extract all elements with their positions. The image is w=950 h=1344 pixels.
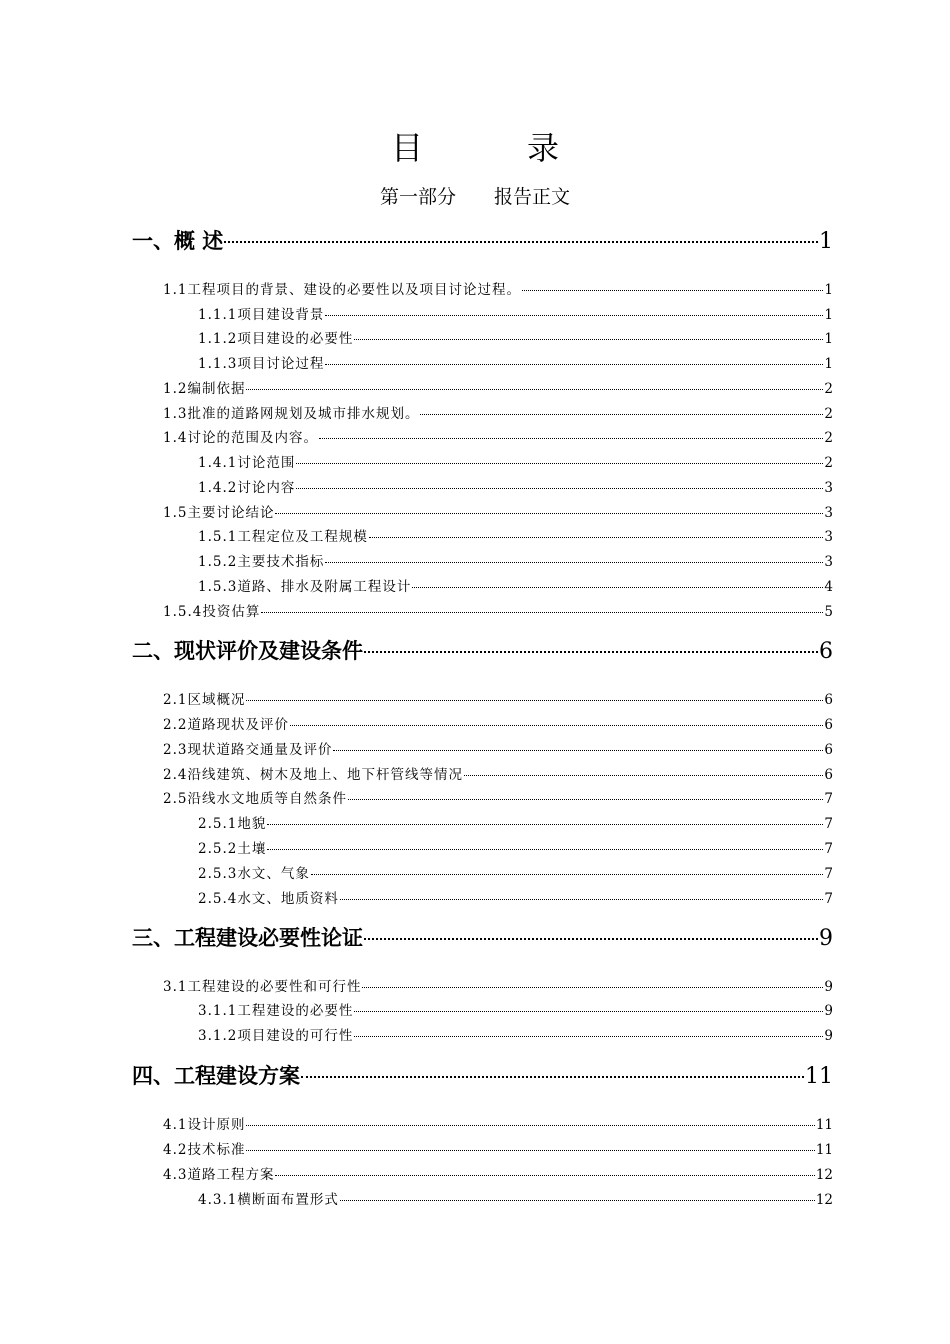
toc-dot-leader [246,389,823,390]
toc-entry-label: 一、概 述 [132,228,224,253]
toc-entry-label: 1.5.4投资估算 [163,604,261,620]
toc-dot-leader [246,1150,814,1151]
toc-entry-label: 2.5.3水文、气象 [198,866,310,882]
toc-page-number: 1 [824,331,833,347]
toc-page-number: 11 [805,1064,833,1089]
toc-subsection-entry[interactable] [198,1026,833,1046]
toc-page-number: 7 [824,841,833,857]
toc-entry-label: 1.5.2主要技术指标 [198,554,325,570]
toc-subsection-entry[interactable] [198,889,833,909]
toc-entry-label: 1.5主要讨论结论 [163,505,275,521]
toc-section-entry[interactable] [163,1115,833,1135]
toc-dot-leader [364,938,818,940]
toc-entry-label: 3.1.1工程建设的必要性 [198,1003,354,1019]
toc-section-entry[interactable] [163,602,833,622]
toc-entry-label: 2.5.2土壤 [198,841,267,857]
toc-section-entry[interactable] [163,404,833,424]
toc-section-entry[interactable] [163,1140,833,1160]
toc-dot-leader [275,1175,814,1176]
toc-page-number: 7 [824,791,833,807]
toc-entry-label: 2.3现状道路交通量及评价 [163,742,333,758]
toc-dot-leader [464,775,823,776]
toc-dot-leader [354,1011,823,1012]
toc-subsection-entry[interactable] [198,814,833,834]
toc-dot-leader [412,587,823,588]
toc-chapter-entry[interactable] [132,226,833,256]
toc-section-entry[interactable] [163,428,833,448]
toc-dot-leader [246,1125,814,1126]
toc-dot-leader [267,824,823,825]
toc-page-number: 7 [824,891,833,907]
toc-page-number: 7 [824,816,833,832]
toc-dot-leader [267,849,823,850]
toc-page-number: 1 [824,307,833,323]
toc-entry-label: 4.3.1横断面布置形式 [198,1192,339,1208]
toc-page-number: 12 [815,1192,833,1208]
toc-entry-label: 2.2道路现状及评价 [163,717,289,733]
toc-chapter-entry[interactable] [132,923,833,953]
toc-page-number: 7 [824,866,833,882]
toc-section-entry[interactable] [163,280,833,300]
toc-dot-leader [296,488,823,489]
toc-dot-leader [364,651,818,653]
toc-page-number: 5 [824,604,833,620]
toc-entry-label: 1.1.3项目讨论过程 [198,356,325,372]
toc-section-entry[interactable] [163,715,833,735]
toc-dot-leader [354,339,823,340]
toc-entry-label: 2.5.1地貌 [198,816,267,832]
toc-page-number: 1 [819,229,833,254]
toc-dot-leader [325,562,823,563]
toc-entry-label: 4.2技术标准 [163,1142,246,1158]
toc-entry-label: 二、现状评价及建设条件 [132,638,363,663]
toc-dot-leader [354,1036,823,1037]
toc-entry-label: 1.5.1工程定位及工程规模 [198,529,368,545]
toc-dot-leader [319,438,823,439]
toc-dot-leader [369,537,824,538]
toc-entry-label: 1.4讨论的范围及内容。 [163,430,318,446]
document-subtitle: 第一部分 报告正文 [379,186,570,208]
toc-page-number: 6 [824,717,833,733]
toc-section-entry[interactable] [163,977,833,997]
toc-page-number: 9 [824,1028,833,1044]
toc-page-number: 9 [824,979,833,995]
toc-entry-label: 1.4.1讨论范围 [198,455,296,471]
toc-page-number: 2 [824,406,833,422]
toc-dot-leader [246,700,823,701]
toc-chapter-entry[interactable] [132,1061,833,1091]
toc-subsection-entry[interactable] [198,864,833,884]
toc-section-entry[interactable] [163,503,833,523]
toc-section-entry[interactable] [163,379,833,399]
toc-dot-leader [348,799,823,800]
toc-page-number: 2 [824,455,833,471]
toc-page-number: 3 [824,554,833,570]
toc-dot-leader [340,1200,815,1201]
toc-entry-label: 2.4沿线建筑、树木及地上、地下杆管线等情况 [163,767,463,783]
toc-entry-label: 1.1.2项目建设的必要性 [198,331,354,347]
toc-page-number: 9 [819,926,833,951]
toc-entry-label: 四、工程建设方案 [132,1063,300,1088]
toc-entry-label: 三、工程建设必要性论证 [132,925,363,950]
toc-dot-leader [340,899,824,900]
toc-page-number: 6 [824,742,833,758]
toc-page-number: 12 [815,1167,833,1183]
toc-entry-label: 1.3批准的道路网规划及城市排水规划。 [163,406,420,422]
toc-dot-leader [301,1076,804,1078]
toc-subsection-entry[interactable] [198,552,833,572]
toc-dot-leader [325,364,823,365]
toc-entry-label: 2.1区域概况 [163,692,246,708]
toc-subsection-entry[interactable] [198,329,833,349]
toc-page-number: 6 [824,692,833,708]
toc-section-entry[interactable] [163,789,833,809]
toc-section-entry[interactable] [163,765,833,785]
toc-subsection-entry[interactable] [198,354,833,374]
toc-entry-label: 1.5.3道路、排水及附属工程设计 [198,579,412,595]
toc-dot-leader [296,463,823,464]
toc-subsection-entry[interactable] [198,577,833,597]
toc-page-number: 4 [824,579,833,595]
toc-section-entry[interactable] [163,1165,833,1185]
toc-entry-label: 2.5沿线水文地质等自然条件 [163,791,347,807]
toc-page-number: 1 [824,282,833,298]
toc-entry-label: 3.1.2项目建设的可行性 [198,1028,354,1044]
toc-entry-label: 4.1设计原则 [163,1117,246,1133]
toc-dot-leader [290,725,823,726]
toc-dot-leader [275,513,823,514]
toc-entry-label: 4.3道路工程方案 [163,1167,275,1183]
toc-subsection-entry[interactable] [198,1001,833,1021]
toc-dot-leader [333,750,823,751]
toc-chapter-entry[interactable] [132,636,833,666]
toc-entry-label: 1.4.2讨论内容 [198,480,296,496]
toc-subsection-entry[interactable] [198,453,833,473]
toc-entry-label: 1.1.1项目建设背景 [198,307,325,323]
toc-dot-leader [420,414,823,415]
toc-dot-leader [224,241,818,243]
toc-dot-leader [522,290,823,291]
toc-subsection-entry[interactable] [198,839,833,859]
toc-entry-label: 2.5.4水文、地质资料 [198,891,339,907]
toc-section-entry[interactable] [163,740,833,760]
toc-page-number: 6 [824,767,833,783]
toc-dot-leader [362,987,823,988]
toc-subsection-entry[interactable] [198,527,833,547]
document-title: 目 录 [390,129,595,167]
toc-dot-leader [325,315,823,316]
toc-section-entry[interactable] [163,690,833,710]
toc-page-number: 9 [824,1003,833,1019]
toc-dot-leader [311,874,824,875]
toc-page-number: 11 [815,1117,833,1133]
toc-subsection-entry[interactable] [198,1190,833,1210]
toc-entry-label: 1.2编制依据 [163,381,246,397]
toc-dot-leader [261,612,823,613]
toc-subsection-entry[interactable] [198,478,833,498]
toc-entry-label: 1.1工程项目的背景、建设的必要性以及项目讨论过程。 [163,282,521,298]
toc-subsection-entry[interactable] [198,305,833,325]
toc-page-number: 2 [824,430,833,446]
toc-page-number: 2 [824,381,833,397]
toc-page-number: 3 [824,480,833,496]
toc-page-number: 1 [824,356,833,372]
toc-page-number: 3 [824,529,833,545]
toc-page-number: 3 [824,505,833,521]
toc-page-number: 11 [815,1142,833,1158]
toc-page-number: 6 [819,639,833,664]
toc-entry-label: 3.1工程建设的必要性和可行性 [163,979,362,995]
